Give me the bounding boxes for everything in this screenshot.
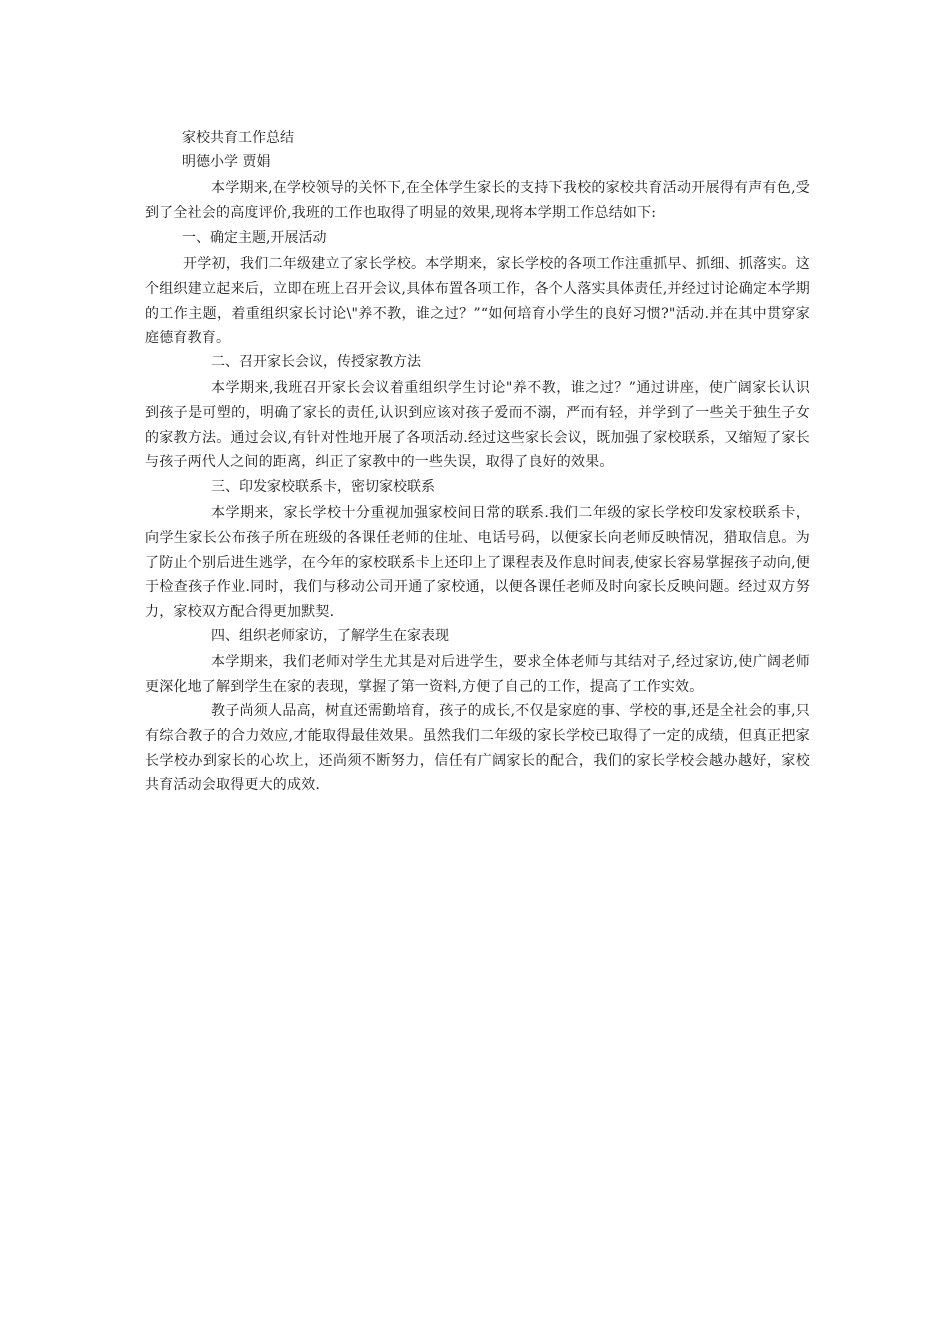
section-2-body: 本学期来,我班召开家长会议着重组织学生讨论"养不教，谁之过？”通过讲座，使广阔家长认识到孩子是可塑的，明确了家长的责任,认识到应该对孩子爱而不溺，严而有轻，并学到了一些关于独生子女的家教方法。通过会议,有针对性地开展了各项活动.经过这些家长会议，既加强了家校联系，又缩短了家长与孩子两代人之间的距离，纠正了家教中的一些失误，取得了良好的效果。: [145, 380, 810, 471]
document-title: 家校共育工作总结: [182, 130, 294, 146]
document-author: 明德小学 贾娟: [182, 154, 271, 170]
section-1-heading: 一、确定主题,开展活动: [182, 230, 327, 246]
section-4-heading: 四、组织老师家访，了解学生在家表现: [211, 628, 449, 644]
section-3-heading: 三、印发家校联系卡，密切家校联系: [211, 479, 435, 495]
section-3-body: 本学期来，家长学校十分重视加强家校间日常的联系.我们二年级的家长学校印发家校联系卡，向学生家长公布孩子所在班级的各课任老师的住址、电话号码，以便家长向老师反映情况，猎取信息。为了防止个别后进生逃学，在今年的家校联系卡上还印上了课程表及作息时间表,使家长容易掌握孩子动向,便于检查孩子作业.同时，我们与移动公司开通了家校通，以便各课任老师及时向家长反映问题。经过双方努力，家校双方配合得更加默契.: [145, 505, 810, 621]
section-4-body: 本学期来，我们老师对学生尤其是对后进学生，要求全体老师与其结对子,经过家访,使广阔老师更深化地了解到学生在家的表现，掌握了第一资料,方便了自己的工作，提高了工作实效。: [145, 654, 810, 695]
section-2-heading: 二、召开家长会议，传授家教方法: [211, 354, 421, 370]
intro-paragraph: 本学期来,在学校领导的关怀下,在全体学生家长的支持下我校的家校共育活动开展得有声有色,受到了全社会的高度评价,我班的工作也取得了明显的效果,现将本学期工作总结如下:: [145, 180, 810, 221]
conclusion-paragraph: 教子尚须人品高，树直还需勤培育，孩子的成长,不仅是家庭的事、学校的事,还是全社会的事,只有综合教子的合力效应,才能取得最佳效果。虽然我们二年级的家长学校已取得了一定的成绩，但真正把家长学校办到家长的心坎上，还尚须不断努力，信任有广阔家长的配合，我们的家长学校会越办越好，家校共育活动会取得更大的成效.: [145, 703, 810, 794]
section-1-body: 开学初，我们二年级建立了家长学校。本学期来，家长学校的各项工作注重抓早、抓细、抓落实。这个组织建立起来后，立即在班上召开会议,具体布置各项工作，各个人落实具体责任,并经过讨论确定本学期的工作主题，着重组织家长讨论\"养不教，谁之过？”“如何培育小学生的良好习惯?"活动.并在其中贯穿家庭德育教育。: [145, 256, 810, 347]
